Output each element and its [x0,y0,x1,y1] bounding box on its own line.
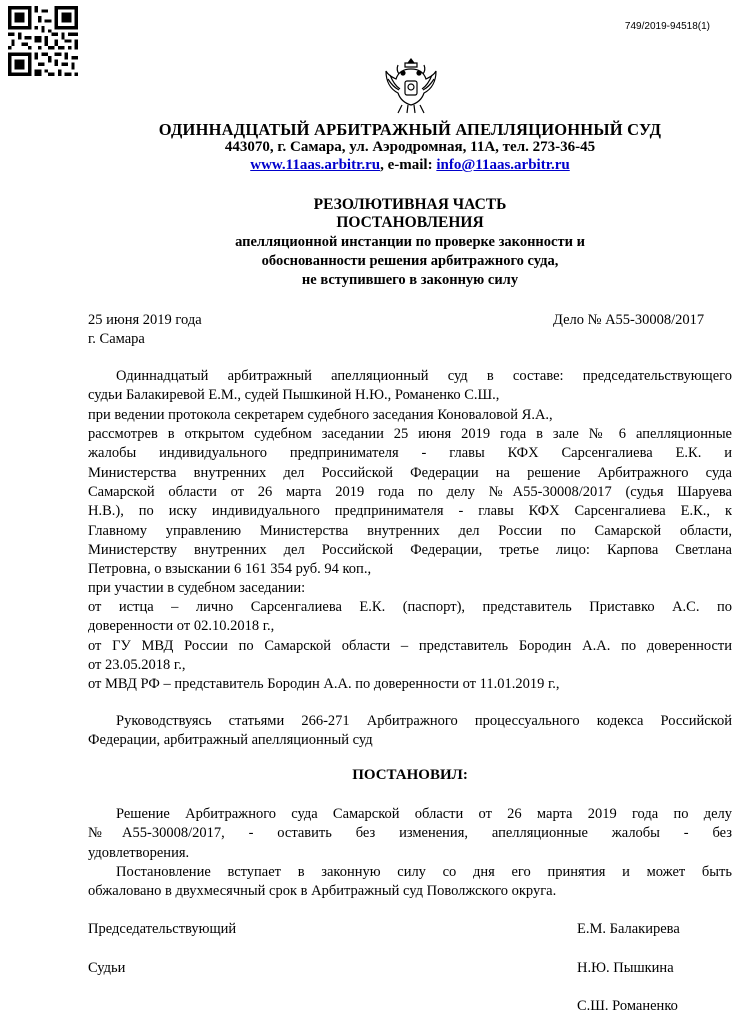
body-line: Одиннадцатый арбитражный апелляционный суд в составе: председательствующего [116,368,732,384]
title-line-3: апелляционной инстанции по проверке законности и [235,234,585,250]
email-link[interactable]: info@11aas.arbitr.ru [436,157,570,173]
body-line: Петровна, о взыскании 6 161 354 руб. 94 коп., [88,561,372,577]
body-line: при ведении протокола секретарем судебного заседания Коноваловой Я.А., [88,407,553,423]
body-line: Министерства внутренних дел Российской Федерации на решение Арбитражного суда [88,465,732,481]
body-line: от 23.05.2018 г., [88,657,186,673]
body-line: судьи Балакиревой Е.М., судей Пышкиной Н.Ю., Романенко С.Ш., [88,387,500,403]
title-line-2: ПОСТАНОВЛЕНИЯ [336,214,484,231]
body-line: от ГУ МВД России по Самарской области – представитель Бородин А.А. по доверенности [88,638,732,654]
body-line: Министерству внутренних дел Российской Федерации, третье лицо: Карпова Светлана [88,542,732,558]
body-line: жалобы индивидуального предпринимателя - главы КФХ Сарсенгалиева Е.К. и [88,445,732,461]
presiding-label: Председательствующий [88,921,237,937]
resolution-line: обжаловано в двухмесячный срок в Арбитражный суд Поволжского округа. [88,883,557,899]
body-line: рассмотрев в открытом судебном заседании 25 июня 2019 года в зале № 6 апелляционные [88,426,732,442]
resolution-line: №А55-30008/2017, - оставить без изменения, апелляционные жалобы - без [88,825,732,841]
resolution-line: Постановление вступает в законную силу со дня его принятия и может быть [116,864,732,880]
case-number: Дело № А55-30008/2017 [553,312,705,328]
website-link[interactable]: www.11aas.arbitr.ru [250,157,381,173]
body-line: при участии в судебном заседании: [88,580,306,596]
body-line: доверенности от 02.10.2018 г., [88,618,275,634]
email-label: , e-mail: [380,157,437,173]
resolution-line: Решение Арбитражного суда Самарской области от 26 марта 2019 года по делу [116,806,732,822]
court-name: ОДИННАДЦАТЫЙ АРБИТРАЖНЫЙ АПЕЛЛЯЦИОННЫЙ СУД [158,120,662,139]
body-line: от истца – лично Сарсенгалиева Е.К. (паспорт), представитель Приставко А.С. по [88,599,732,615]
guided-line: Федерации, арбитражный апелляционный суд [88,732,373,748]
court-contacts [0,157,750,174]
coat-of-arms-icon [384,55,438,117]
document-number: 749/2019-94518(1) [624,21,710,32]
qr-code [8,6,78,76]
judges-label: Судьи [88,960,126,976]
resolution-line: удовлетворения. [88,845,190,861]
presiding-name: Е.М. Балакирева [577,921,680,937]
guided-line: Руководствуясь статьями 266-271 Арбитражного процессуального кодекса Российской [116,713,732,729]
body-line: Самарской области от 26 марта 2019 года по делу №А55-30008/2017 (судья Шаруева [88,484,732,500]
city: г. Самара [88,331,145,347]
resolved-heading: ПОСТАНОВИЛ: [352,767,468,783]
judge-name-2: С.Ш. Романенко [577,998,678,1014]
court-address: 443070, г. Самара, ул. Аэродромная, 11А, тел. 273-36-45 [224,139,596,155]
title-line-1: РЕЗОЛЮТИВНАЯ ЧАСТЬ [313,196,507,213]
judge-name-1: Н.Ю. Пышкина [577,960,674,976]
body-line: от МВД РФ – представитель Бородин А.А. по доверенности от 11.01.2019 г., [88,676,560,692]
title-line-4: обоснованности решения арбитражного суда, [261,253,559,269]
body-line: Главному управлению Министерства внутренних дел России по Самарской области, [88,523,732,539]
title-line-5: не вступившего в законную силу [301,272,519,288]
body-line: Н.В.), по иску индивидуального предпринимателя - главы КФХ Сарсенгалиева Е.К., к [88,503,732,519]
decision-date: 25 июня 2019 года [88,312,202,328]
